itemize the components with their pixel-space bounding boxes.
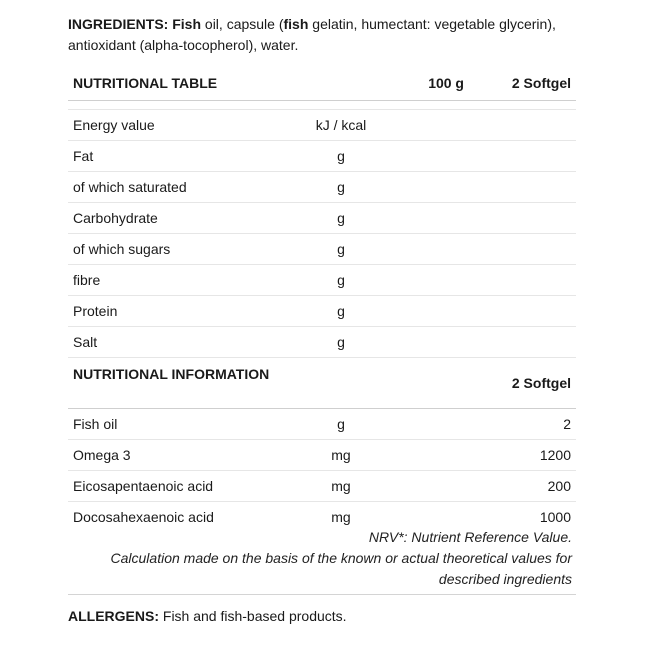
row-softgel-value: 1200 (539, 447, 571, 463)
ingredients-paragraph (68, 14, 588, 56)
table-row (68, 141, 576, 172)
row-name: Docosahexaenoic acid (73, 509, 214, 525)
row-softgel-value: 1000 (539, 509, 571, 525)
section-divider (68, 594, 576, 595)
table-row (68, 471, 576, 502)
row-name: Fish oil (73, 416, 118, 432)
row-unit: mg (331, 447, 351, 463)
row-name: of which saturated (73, 179, 187, 195)
row-unit: g (337, 303, 345, 319)
row-name: Protein (73, 303, 118, 319)
table-spacer (68, 101, 576, 110)
row-unit: mg (331, 478, 351, 494)
nrv-note: NRV*: Nutrient Reference Value. (368, 529, 572, 545)
allergens-label: ALLERGENS: (68, 608, 159, 624)
row-name: fibre (73, 272, 101, 288)
row-unit: mg (331, 509, 351, 525)
row-unit: g (337, 272, 345, 288)
row-softgel-value: 200 (547, 478, 571, 494)
row-softgel-value: 2 (563, 416, 571, 432)
row-unit: g (337, 334, 345, 350)
row-name: Fat (73, 148, 94, 164)
ingredients-highlight-fish: fish (283, 16, 309, 32)
row-name: Omega 3 (73, 447, 131, 463)
row-unit: g (337, 416, 345, 432)
table-row (68, 296, 576, 327)
row-name: Eicosapentaenoic acid (73, 478, 214, 494)
column-header-softgel: 2 Softgel (511, 375, 571, 391)
row-unit: kJ / kcal (315, 117, 367, 133)
nutritional-information-title: NUTRITIONAL INFORMATION (73, 366, 270, 382)
column-header-softgel: 2 Softgel (511, 75, 571, 91)
table-row (68, 409, 576, 440)
ingredients-text: oil, capsule ( (201, 16, 284, 32)
row-unit: g (337, 210, 345, 226)
calculation-note: Calculation made on the basis of the known or actual theoretical values for described ingredients (110, 550, 572, 587)
allergens-paragraph (68, 608, 576, 624)
table-notes (68, 527, 572, 590)
row-unit: g (337, 241, 345, 257)
column-header-100g: 100 g (428, 75, 464, 91)
nutritional-table-header (68, 66, 576, 101)
ingredients-highlight-fish: Fish (172, 16, 202, 32)
row-name: Carbohydrate (73, 210, 158, 226)
table-row (68, 265, 576, 296)
table-row (68, 234, 576, 265)
nutritional-table-title: NUTRITIONAL TABLE (73, 75, 218, 91)
table-row (68, 440, 576, 471)
table-row (68, 172, 576, 203)
table-row (68, 203, 576, 234)
table-row (68, 327, 576, 358)
row-unit: g (337, 179, 345, 195)
allergens-text: Fish and fish-based products. (159, 608, 347, 624)
ingredients-label: INGREDIENTS: (68, 16, 169, 32)
table-row (68, 110, 576, 141)
row-unit: g (337, 148, 345, 164)
row-name: Energy value (73, 117, 155, 133)
nutritional-information-header (68, 358, 576, 409)
nutrition-table (68, 66, 576, 532)
row-name: of which sugars (73, 241, 171, 257)
row-name: Salt (73, 334, 98, 350)
ingredients-text: gelatin, humectant: vegetable glycerin), antioxidant (alpha-tocopherol), water. (68, 16, 556, 53)
